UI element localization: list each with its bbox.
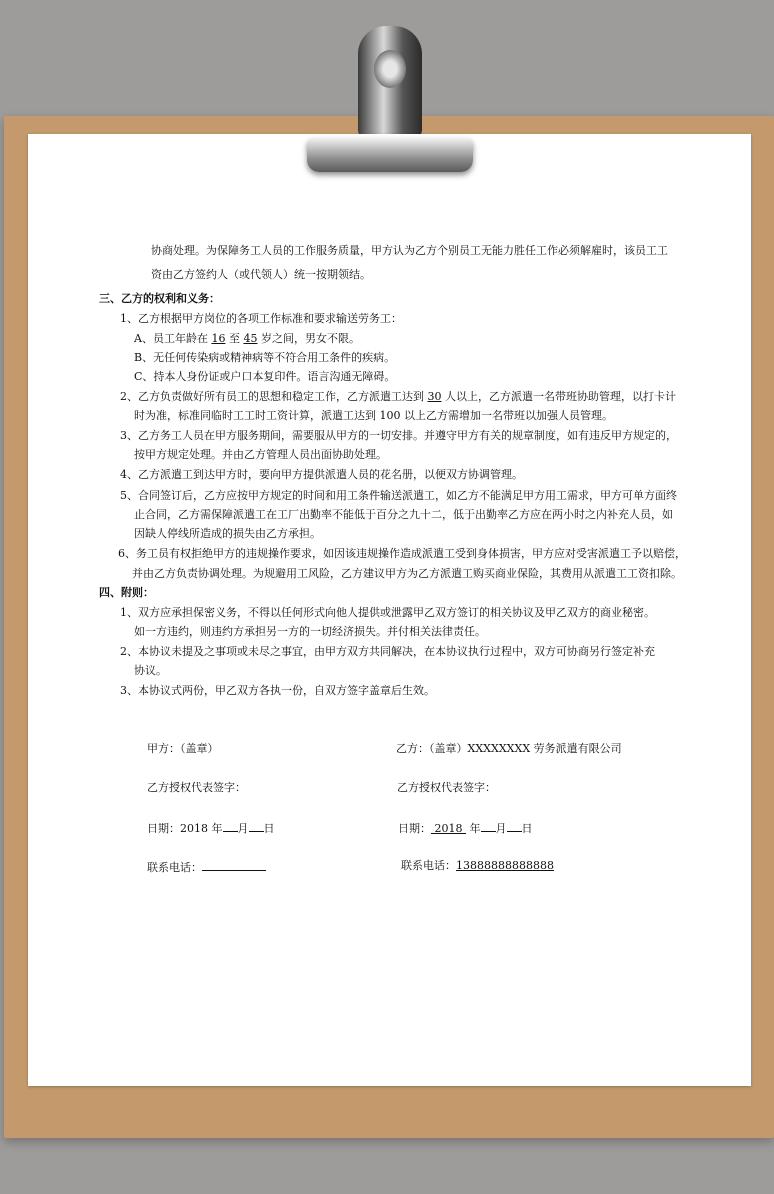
s3-item-5-line-3: 因缺人停线所造成的损失由乙方承担。 <box>134 527 321 540</box>
s3-item-1a: A、员工年龄在 16 至 45 岁之间，男女不限。 <box>134 332 360 345</box>
s3-item-3-line-2: 按甲方规定处理。并由乙方管理人员出面协助处理。 <box>134 448 387 461</box>
s3-item-3-line-1: 3、乙方务工人员在甲方服务期间，需要服从甲方的一切安排。并遵守甲方有关的规章制度，如有违反甲方规定的， <box>120 429 677 442</box>
right-phone: 联系电话：13888888888888 <box>401 859 554 872</box>
s3-item-6-line-2: 并由乙方负责协调处理。为规避用工风险，乙方建议甲方为乙方派遣工购买商业保险，其费用从派遣工工资扣除。 <box>132 567 682 580</box>
party-b-seal: 乙方：（盖章）XXXXXXXX 劳务派遣有限公司 <box>396 742 622 755</box>
right-representative-signature: 乙方授权代表签字： <box>397 781 496 794</box>
phone-number: 13888888888888 <box>456 859 554 872</box>
s4-item-1-line-2: 如一方违约，则违约方承担另一方的一切经济损失。并付相关法律责任。 <box>134 625 486 638</box>
s3-item-2-line-2: 时为准，标准同临时工工时工资计算，派遣工达到 100 以上乙方需增加一名带班以加强人员管理。 <box>134 409 613 422</box>
s4-item-3: 3、本协议式两份，甲乙双方各执一份，自双方签字盖章后生效。 <box>120 684 435 697</box>
section-3-heading: 三、乙方的权利和义务： <box>99 292 220 305</box>
s3-item-4: 4、乙方派遣工到达甲方时，要向甲方提供派遣人员的花名册，以便双方协调管理。 <box>120 468 523 481</box>
staff-count: 30 <box>427 390 442 403</box>
s3-item-5-line-1: 5、合同签订后，乙方应按甲方规定的时间和用工条件输送派遣工，如乙方不能满足甲方用工需求，甲方可单方面终 <box>120 489 677 502</box>
party-a-seal: 甲方：（盖章） <box>147 742 219 755</box>
intro-line-1: 协商处理。为保障务工人员的工作服务质量，甲方认为乙方个别员工无能力胜任工作必须解雇时，该员工工 <box>151 244 668 257</box>
intro-line-2: 资由乙方签约人（或代领人）统一按期领结。 <box>151 268 371 281</box>
age-max: 45 <box>243 332 258 345</box>
party-b-company: XXXXXXXX 劳务派遣有限公司 <box>467 742 622 755</box>
left-representative-signature: 乙方授权代表签字： <box>147 781 246 794</box>
s3-item-6-line-1: 6、务工员有权拒绝甲方的违规操作要求，如因该违规操作造成派遣工受到身体损害，甲方应对受害派遣工予以赔偿， <box>118 547 686 560</box>
s4-item-2-line-2: 协议。 <box>134 664 167 677</box>
s3-item-1c: C、持本人身份证或户口本复印件。语言沟通无障碍。 <box>134 370 396 383</box>
s3-item-1: 1、乙方根据甲方岗位的各项工作标准和要求输送劳务工： <box>120 312 402 325</box>
age-min: 16 <box>211 332 226 345</box>
left-date: 日期：2018 年 月 日 <box>147 819 275 837</box>
s4-item-2-line-1: 2、本协议未提及之事项或未尽之事宜，由甲方双方共同解决，在本协议执行过程中，双方可协商另行签定补充 <box>120 645 655 658</box>
right-date: 日期： 2018 年 月 日 <box>398 819 533 837</box>
s4-item-1-line-1: 1、双方应承担保密义务，不得以任何形式向他人提供或泄露甲乙双方签订的相关协议及甲乙双方的商业秘密。 <box>120 606 655 619</box>
s3-item-5-line-2: 止合同，乙方需保障派遣工在工厂出勤率不能低于百分之九十二，低于出勤率乙方应在两小时之内补充人员，如 <box>134 508 673 521</box>
left-phone: 联系电话： <box>147 858 266 876</box>
section-4-heading: 四、附则： <box>99 586 154 599</box>
s3-item-1b: B、无任何传染病或精神病等不符合用工条件的疾病。 <box>134 351 396 364</box>
s3-item-2-line-1: 2、乙方负责做好所有员工的思想和稳定工作，乙方派遣工达到 30 人以上，乙方派遣一名带班协助管理，以打卡计 <box>120 390 676 403</box>
